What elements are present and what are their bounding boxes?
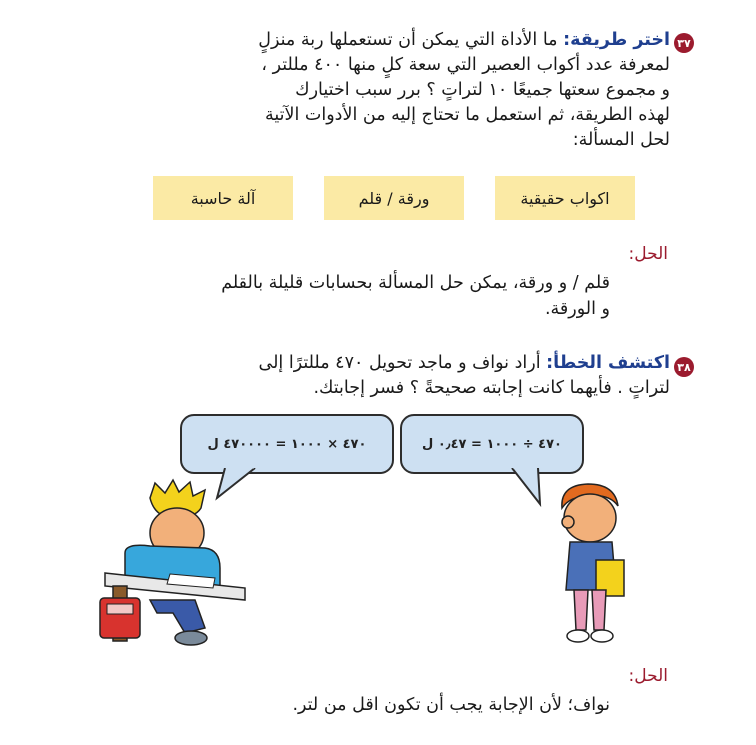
solution-37-line1: قلم / و ورقة، يمكن حل المسألة بحسابات قليلة بالقلم [221,273,610,293]
question-38-heading: اكتشف الخطأ: [546,353,670,373]
tool-paper-pencil: ورقة / قلم [324,176,464,220]
question-37-number: ٣٧ [674,33,694,53]
solution-37-line2: و الورقة. [544,299,610,319]
question-37-line2: لمعرفة عدد أكواب العصير التي سعة كلٍ منها ٤٠٠ مللتر ، [261,55,670,75]
question-37-line5: لحل المسألة: [572,130,670,150]
question-37-line1: ما الأداة التي يمكن أن تستعملها ربة منزلٍ [258,30,564,50]
boy-at-desk-illustration [95,478,255,648]
question-38-line2: لتراتٍ . فأيهما كانت إجابته صحيحةً ؟ فسر إجابتك. [313,378,670,398]
solution-37-text [90,270,610,322]
tool-calculator: آلة حاسبة [153,176,293,220]
tool-real-cups: اكواب حقيقية [495,176,635,220]
question-37-text [110,28,670,153]
question-38-number: ٣٨ [674,357,694,377]
question-37-line4: لهذه الطريقة، ثم استعمل ما تحتاج إليه من الأدوات الآتية [264,105,670,125]
speech-bubble-right [400,414,584,474]
speech-bubble-left [180,414,394,474]
solution-38-text: نواف؛ لأن الإجابة يجب أن تكون اقل من لتر. [292,695,610,715]
solution-37-label: الحل: [628,244,668,264]
question-38-text [110,351,670,401]
solution-38-label: الحل: [628,666,668,686]
question-38-line1: أراد نواف و ماجد تحويل ٤٧٠ مللترًا إلى [258,353,547,373]
standing-boy-illustration [540,480,640,650]
question-37-heading: اختر طريقة: [563,30,670,50]
bubble-left-text: ٤٧٠ × ١٠٠٠ = ٤٧٠٠٠٠ ل [207,436,367,452]
question-37-line3: و مجموع سعتها جميعًا ١٠ لتراتٍ ؟ برر سبب اختيارك [295,80,670,100]
bubble-right-text: ٤٧٠ ÷ ١٠٠٠ = ٠٫٤٧ ل [422,436,562,452]
